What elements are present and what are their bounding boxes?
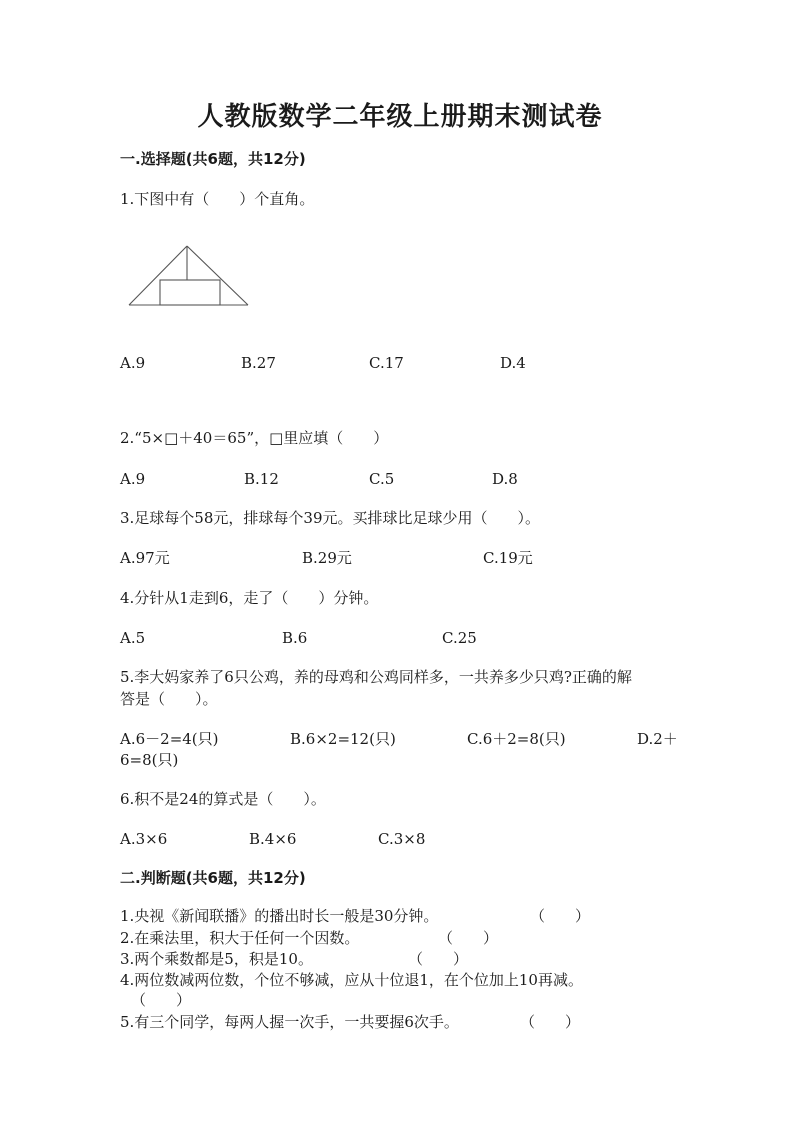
q4-option-b[interactable]: B.6 bbox=[282, 629, 308, 647]
q5-option-d[interactable]: D.2＋ bbox=[637, 730, 678, 748]
page-title: 人教版数学二年级上册期末测试卷 bbox=[197, 102, 603, 132]
q3-option-c[interactable]: C.19元 bbox=[483, 549, 533, 567]
q5-option-c[interactable]: C.6＋2=8(只) bbox=[467, 730, 566, 748]
q1-option-a[interactable]: A.9 bbox=[120, 354, 146, 372]
q2-option-d[interactable]: D.8 bbox=[492, 470, 518, 488]
q4-option-c[interactable]: C.25 bbox=[442, 629, 477, 647]
q6-option-a[interactable]: A.3×6 bbox=[120, 830, 168, 848]
judgement-item-5: 5.有三个同学，每两人握一次手，一共要握6次手。 bbox=[120, 1013, 459, 1031]
figure-rectangle bbox=[160, 280, 220, 305]
q1-option-d[interactable]: D.4 bbox=[500, 354, 526, 372]
figure-right-side bbox=[187, 246, 248, 305]
q5-option-a[interactable]: A.6－2=4(只) bbox=[120, 730, 219, 748]
q5-option-d-continued: 6=8(只) bbox=[120, 751, 179, 769]
q6-option-b[interactable]: B.4×6 bbox=[249, 830, 297, 848]
q4-option-a[interactable]: A.5 bbox=[120, 629, 146, 647]
judgement-answer-4[interactable]: （ ） bbox=[131, 991, 192, 1009]
question-5-line-1: 5.李大妈家养了6只公鸡，养的母鸡和公鸡同样多，一共养多少只鸡?正确的解 bbox=[120, 668, 632, 686]
q3-option-a[interactable]: A.97元 bbox=[120, 549, 170, 567]
question-2: 2.“5×□＋40＝65”，□里应填（ ） bbox=[120, 429, 389, 447]
q5-option-b[interactable]: B.6×2=12(只) bbox=[290, 730, 396, 748]
q1-option-b[interactable]: B.27 bbox=[241, 354, 276, 372]
right-angle-figure bbox=[126, 242, 252, 310]
judgement-answer-2[interactable]: （ ） bbox=[438, 929, 499, 947]
q2-option-b[interactable]: B.12 bbox=[244, 470, 279, 488]
judgement-item-3: 3.两个乘数都是5，积是10。 bbox=[120, 950, 313, 968]
question-3: 3.足球每个58元，排球每个39元。买排球比足球少用（ ）。 bbox=[120, 509, 540, 527]
judgement-answer-1[interactable]: （ ） bbox=[530, 907, 591, 925]
question-1: 1.下图中有（ ）个直角。 bbox=[120, 190, 315, 208]
q2-option-a[interactable]: A.9 bbox=[120, 470, 146, 488]
q2-option-c[interactable]: C.5 bbox=[369, 470, 395, 488]
judgement-answer-5[interactable]: （ ） bbox=[520, 1013, 581, 1031]
judgement-item-2: 2.在乘法里，积大于任何一个因数。 bbox=[120, 929, 360, 947]
judgement-item-4: 4.两位数减两位数，个位不够减，应从十位退1，在个位加上10再减。 bbox=[120, 971, 583, 989]
question-4: 4.分针从1走到6，走了（ ）分钟。 bbox=[120, 589, 379, 607]
figure-left-side bbox=[129, 246, 187, 305]
question-5-line-2: 答是（ ）。 bbox=[120, 690, 218, 708]
q6-option-c[interactable]: C.3×8 bbox=[378, 830, 426, 848]
q1-option-c[interactable]: C.17 bbox=[369, 354, 404, 372]
judgement-answer-3[interactable]: （ ） bbox=[408, 950, 469, 968]
section-title-choice: 一.选择题(共6题，共12分) bbox=[120, 150, 306, 168]
question-6: 6.积不是24的算式是（ ）。 bbox=[120, 790, 326, 808]
judgement-item-1: 1.央视《新闻联播》的播出时长一般是30分钟。 bbox=[120, 907, 439, 925]
q3-option-b[interactable]: B.29元 bbox=[302, 549, 352, 567]
section-title-judgement: 二.判断题(共6题，共12分) bbox=[120, 869, 306, 887]
